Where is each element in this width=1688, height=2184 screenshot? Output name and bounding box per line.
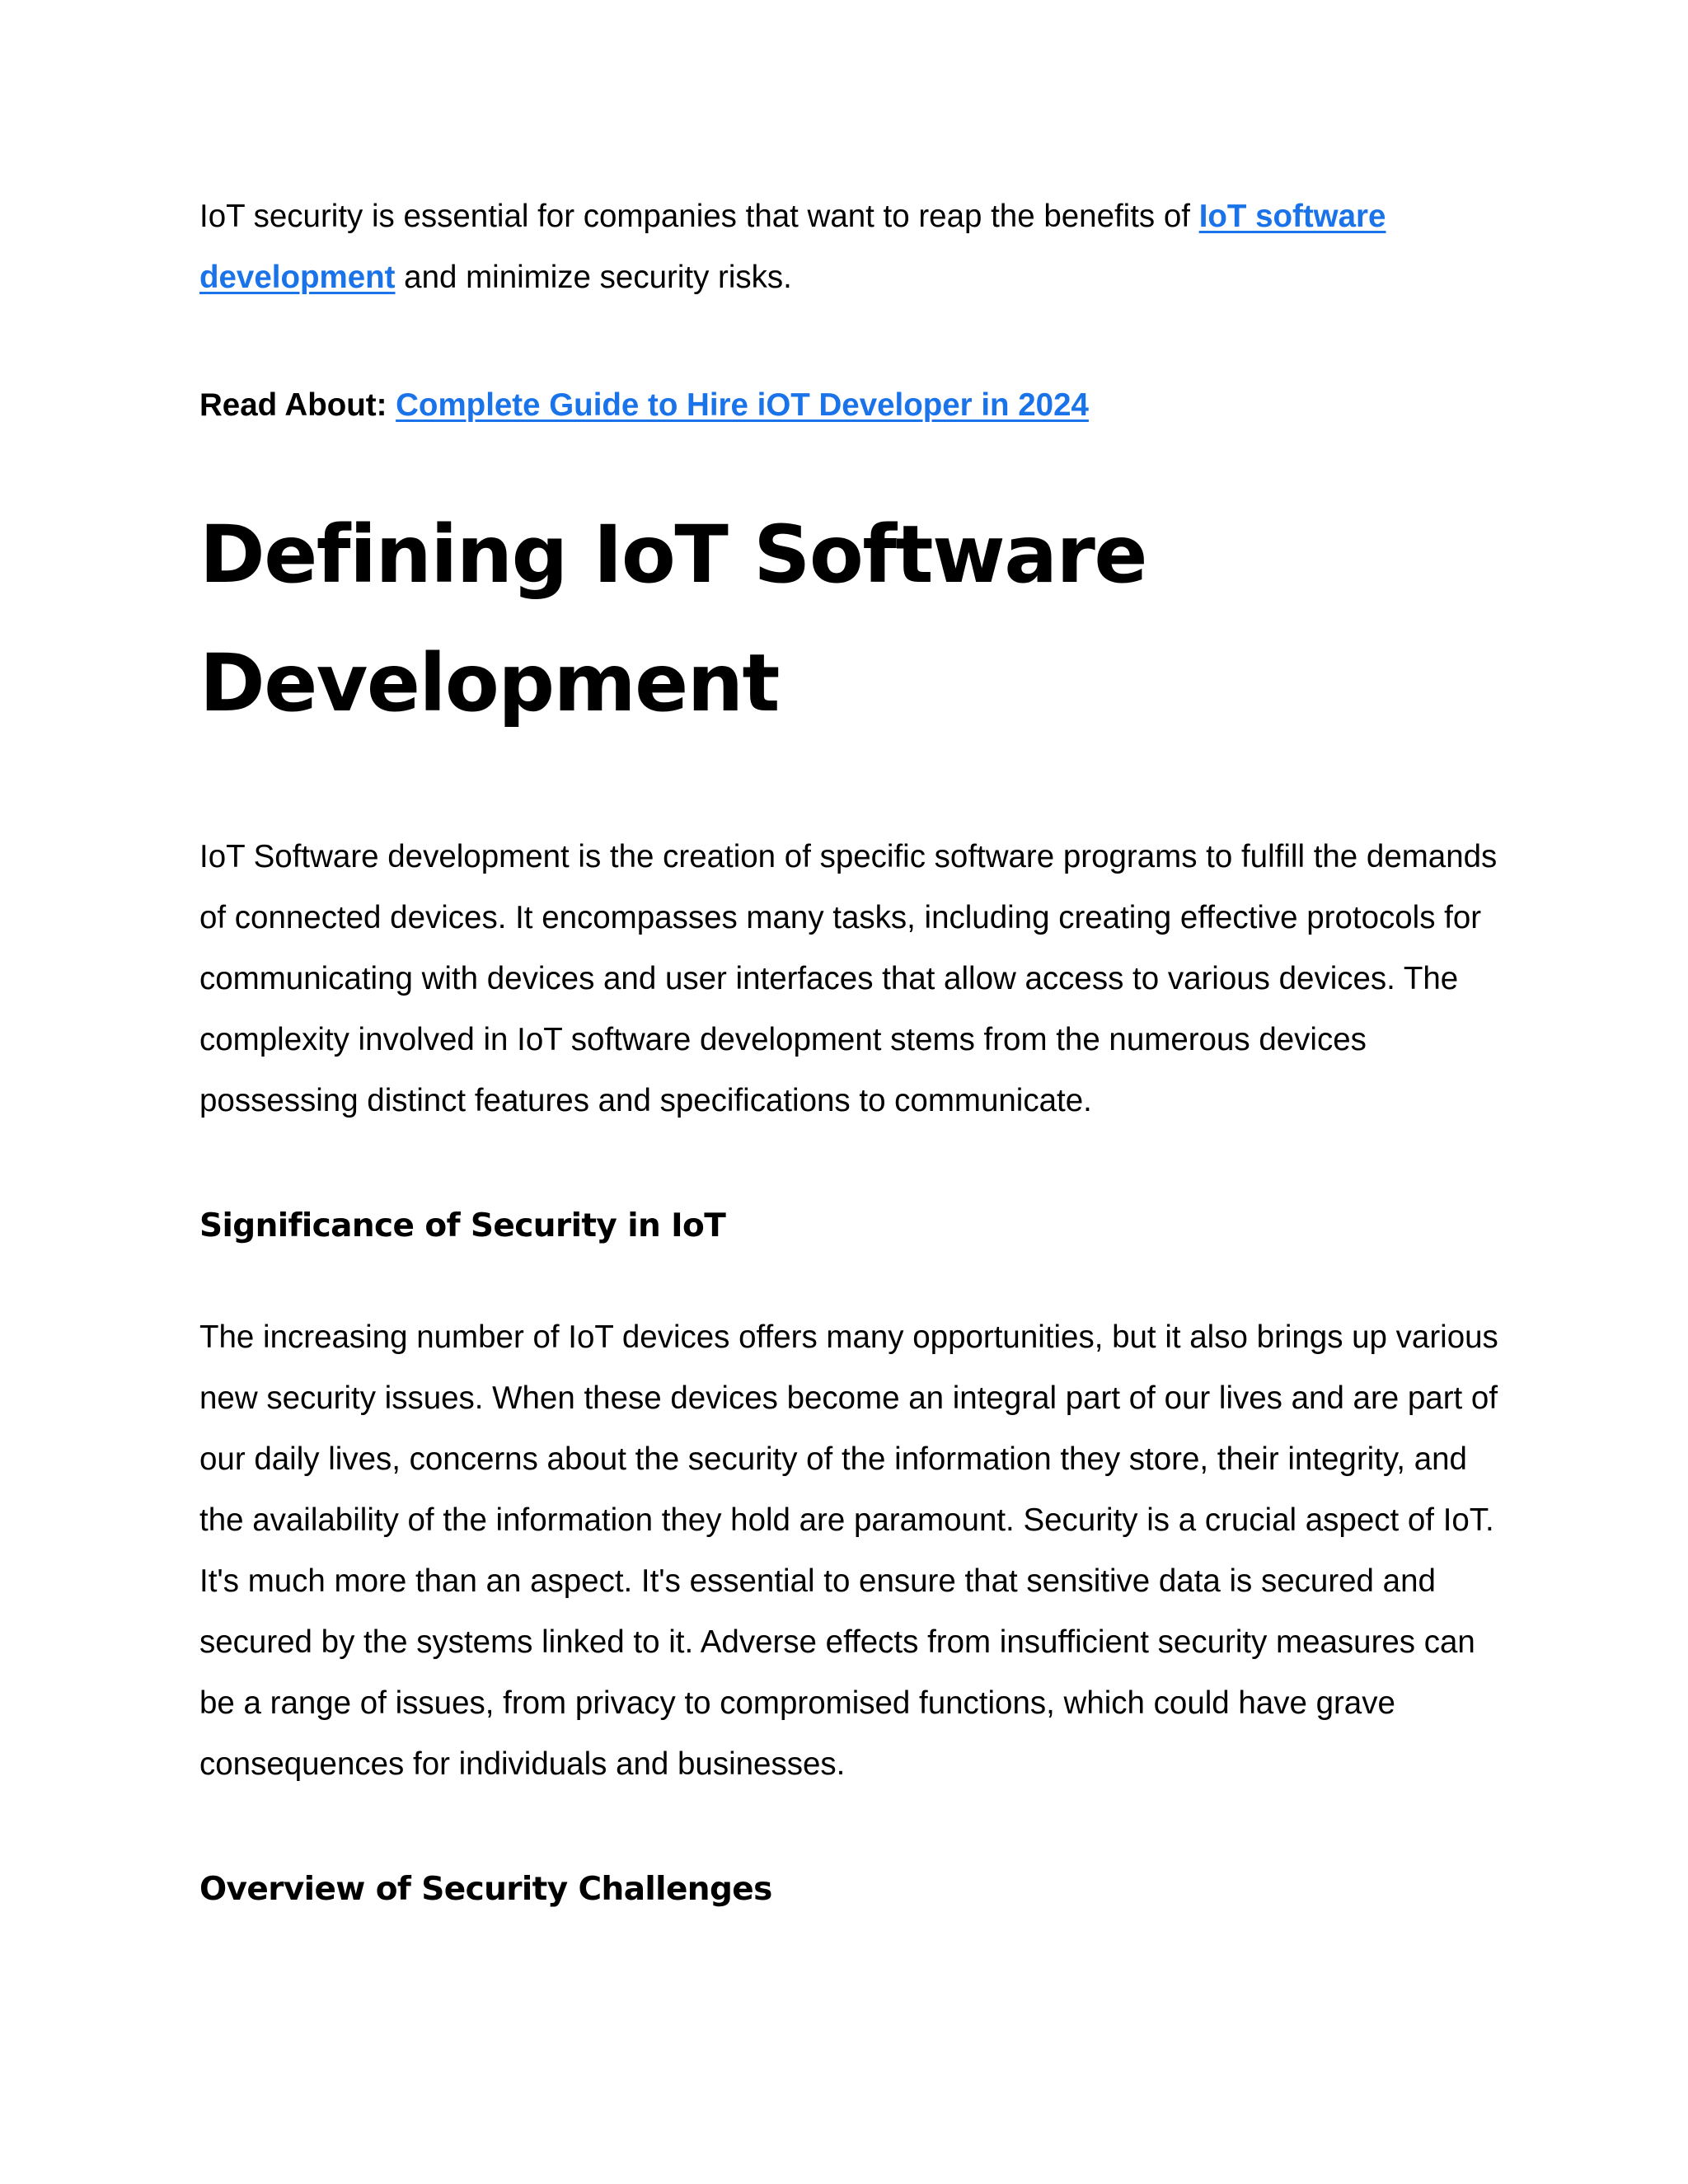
- iot-software-development-link[interactable]: IoT software development: [199, 199, 1386, 295]
- definition-paragraph: IoT Software development is the creation of specific software programs to fulfill the demands of connected devices. It encompasses many tasks, including creating effective protocols for communicating with devices and user interfaces that allow access to various devices. The complexity involved in IoT software development stems from the numerous devices possessing distinct features and specifications to communicate.: [199, 839, 1498, 1118]
- intro-paragraph: [199, 186, 1518, 308]
- main-heading: Defining IoT Software Development: [199, 509, 1146, 729]
- document-page: [199, 186, 1518, 1971]
- hire-iot-developer-guide-link[interactable]: Complete Guide to Hire iOT Developer in 2024: [396, 387, 1089, 423]
- significance-paragraph: The increasing number of IoT devices offers many opportunities, but it also brings up various new security issues. When these devices become an integral part of our lives and are part of our daily lives, concerns about the security of the information they store, their integrity, and the availability of the information they hold are paramount. Security is a crucial aspect of IoT. It's much more than an aspect. It's essential to ensure that sensitive data is secured and secured by the systems linked to it. Adverse effects from insufficient security measures can be a range of issues, from privacy to compromised functions, which could have grave consequences for individuals and businesses.: [199, 1319, 1498, 1782]
- significance-heading: Significance of Security in IoT: [199, 1207, 726, 1244]
- intro-text-before: IoT security is essential for companies that want to reap the benefits of: [199, 199, 1199, 234]
- read-about-label: Read About:: [199, 387, 387, 423]
- challenges-heading: Overview of Security Challenges: [199, 1871, 772, 1908]
- intro-text-after: and minimize security risks.: [395, 260, 792, 295]
- read-about-line: [199, 375, 1518, 436]
